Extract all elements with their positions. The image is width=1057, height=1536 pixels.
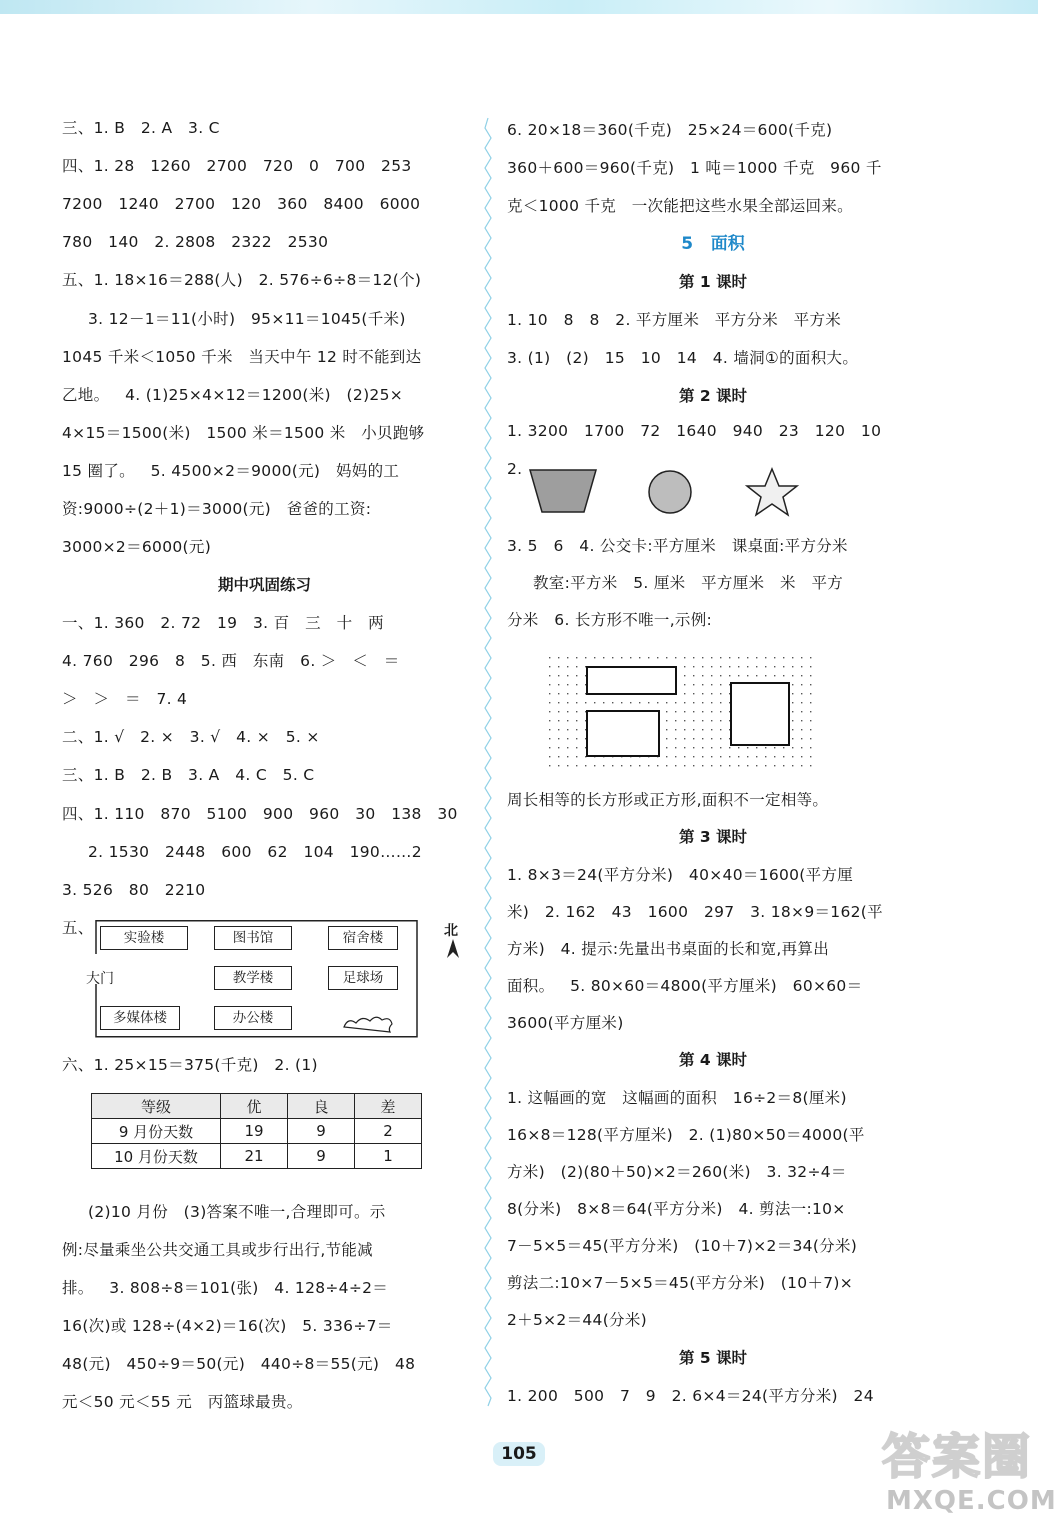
answer-line: 周长相等的长方形或正方形,面积不一定相等。 bbox=[507, 791, 829, 809]
lesson-heading: 第 2 课时 bbox=[678, 387, 748, 405]
watermark-text: MXQE.COM bbox=[886, 1486, 1057, 1516]
table-cell: 9 bbox=[288, 1119, 355, 1144]
answer-line: 2＋5×2＝44(分米) bbox=[507, 1311, 647, 1329]
answer-line: 8(分米) 8×8＝64(平方分米) 4. 剪法一:10× bbox=[507, 1200, 846, 1218]
building-library: 图书馆 bbox=[214, 926, 292, 950]
building-multimedia: 多媒体楼 bbox=[100, 1006, 180, 1030]
answer-line: 2. bbox=[507, 460, 523, 478]
answer-line: 五、 bbox=[62, 919, 94, 937]
answer-line: 3. 12－1＝11(小时) 95×11＝1045(千米) bbox=[88, 310, 406, 328]
table-header-cell: 良 bbox=[288, 1094, 355, 1119]
circle-shape bbox=[649, 471, 691, 513]
north-arrow-icon bbox=[445, 938, 461, 960]
answer-line: 3. (1) (2) 15 10 14 4. 墙洞①的面积大。 bbox=[507, 349, 859, 367]
answer-line: 三、1. B 2. B 3. A 4. C 5. C bbox=[62, 766, 315, 784]
answer-line: 1. 200 500 7 9 2. 6×4＝24(平方分米) 24 bbox=[507, 1387, 874, 1405]
table-header-cell: 优 bbox=[221, 1094, 288, 1119]
answer-line: 7200 1240 2700 120 360 8400 6000 bbox=[62, 195, 421, 213]
answer-line: 780 140 2. 2808 2322 2530 bbox=[62, 233, 329, 251]
answer-line: 方米) 4. 提示:先量出书桌面的长和宽,再算出 bbox=[507, 940, 829, 958]
answer-line: 1045 千米＜1050 千米 当天中午 12 时不能到达 bbox=[62, 348, 422, 366]
trapezoid-shape bbox=[530, 470, 596, 512]
shapes-figure bbox=[528, 466, 808, 522]
table-row bbox=[92, 1119, 422, 1144]
building-lab: 实验楼 bbox=[100, 926, 188, 950]
answer-line: 1. 8×3＝24(平方分米) 40×40＝1600(平方厘 bbox=[507, 866, 854, 884]
table-row bbox=[92, 1094, 422, 1119]
answer-line: 四、1. 28 1260 2700 720 0 700 253 bbox=[62, 157, 412, 175]
cloud-icon bbox=[344, 1017, 392, 1032]
answer-line: 3600(平方厘米) bbox=[507, 1014, 624, 1032]
building-teaching: 教学楼 bbox=[214, 966, 292, 990]
table-header-cell: 等级 bbox=[92, 1094, 221, 1119]
lesson-heading: 第 3 课时 bbox=[678, 828, 748, 846]
section-heading-midterm: 期中巩固练习 bbox=[217, 576, 311, 594]
answer-line: 3. 5 6 4. 公交卡:平方厘米 课桌面:平方分米 bbox=[507, 537, 848, 555]
building-office: 办公楼 bbox=[214, 1006, 292, 1030]
answer-line: 分米 6. 长方形不唯一,示例: bbox=[507, 611, 713, 629]
campus-map-diagram bbox=[62, 920, 472, 1040]
column-divider bbox=[484, 118, 492, 1406]
answer-line: 米) 2. 162 43 1600 297 3. 18×9＝162(平 bbox=[507, 903, 883, 921]
answer-line: 6. 20×18＝360(千克) 25×24＝600(千克) bbox=[507, 121, 833, 139]
star-shape bbox=[747, 469, 797, 515]
answer-line: 4×15＝1500(米) 1500 米＝1500 米 小贝跑够 bbox=[62, 424, 425, 442]
page-number-label: 105 bbox=[493, 1442, 545, 1466]
answer-line: (2)10 月份 (3)答案不唯一,合理即可。示 bbox=[88, 1203, 386, 1221]
table-cell: 1 bbox=[355, 1144, 422, 1169]
answer-line: 16×8＝128(平方厘米) 2. (1)80×50＝4000(平 bbox=[507, 1126, 865, 1144]
answer-line: 二、1. √ 2. × 3. √ 4. × 5. × bbox=[62, 728, 320, 746]
answer-line: 3000×2＝6000(元) bbox=[62, 538, 212, 556]
table-row bbox=[92, 1144, 422, 1169]
table-cell: 10 月份天数 bbox=[92, 1144, 221, 1169]
rectangle-2 bbox=[587, 711, 659, 756]
lesson-heading: 第 1 课时 bbox=[678, 273, 748, 291]
answer-line: 3. 526 80 2210 bbox=[62, 881, 206, 899]
building-dormitory: 宿舍楼 bbox=[328, 926, 398, 950]
answer-line: 48(元) 450÷9＝50(元) 440÷8＝55(元) 48 bbox=[62, 1355, 416, 1373]
top-decor-band bbox=[0, 0, 1038, 14]
square-shape bbox=[731, 683, 789, 745]
weather-grade-table bbox=[91, 1093, 422, 1169]
grid-rectangles-figure bbox=[540, 648, 820, 770]
answer-line: 1. 这幅画的宽 这幅画的面积 16÷2＝8(厘米) bbox=[507, 1089, 847, 1107]
gate-label: 大门 bbox=[86, 971, 114, 987]
answer-line: 15 圈了。 5. 4500×2＝9000(元) 妈妈的工 bbox=[62, 462, 400, 480]
rectangle-1 bbox=[587, 667, 676, 694]
building-football-field: 足球场 bbox=[328, 966, 398, 990]
table-cell: 2 bbox=[355, 1119, 422, 1144]
answer-line: 方米) (2)(80＋50)×2＝260(米) 3. 32÷4＝ bbox=[507, 1163, 847, 1181]
answer-line: 1. 10 8 8 2. 平方厘米 平方分米 平方米 bbox=[507, 311, 842, 329]
answer-line: 五、1. 18×16＝288(人) 2. 576÷6÷8＝12(个) bbox=[62, 271, 422, 289]
table-header-cell: 差 bbox=[355, 1094, 422, 1119]
north-label: 北 bbox=[444, 923, 458, 939]
table-cell: 19 bbox=[221, 1119, 288, 1144]
answer-line: 克＜1000 千克 一次能把这些水果全部运回来。 bbox=[507, 197, 853, 215]
table-cell: 9 月份天数 bbox=[92, 1119, 221, 1144]
answer-line: 面积。 5. 80×60＝4800(平方厘米) 60×60＝ bbox=[507, 977, 863, 995]
answer-line: ＞ ＞ ＝ 7. 4 bbox=[62, 690, 188, 708]
answer-line: 1. 3200 1700 72 1640 940 23 120 10 bbox=[507, 422, 882, 440]
table-cell: 21 bbox=[221, 1144, 288, 1169]
answer-line: 乙地。 4. (1)25×4×12＝1200(米) (2)25× bbox=[62, 386, 404, 404]
answer-line: 剪法二:10×7－5×5＝45(平方分米) (10＋7)× bbox=[507, 1274, 854, 1292]
answer-line: 四、1. 110 870 5100 900 960 30 138 30 bbox=[62, 805, 458, 823]
answer-line: 2. 1530 2448 600 62 104 190……2 bbox=[88, 843, 422, 861]
answer-line: 元＜50 元＜55 元 丙篮球最贵。 bbox=[62, 1393, 303, 1411]
lesson-heading: 第 4 课时 bbox=[678, 1051, 748, 1069]
table-cell: 9 bbox=[288, 1144, 355, 1169]
answer-line: 六、1. 25×15＝375(千克) 2. (1) bbox=[62, 1056, 318, 1074]
answer-line: 教室:平方米 5. 厘米 平方厘米 米 平方 bbox=[533, 574, 844, 592]
answer-line: 例:尽量乘坐公共交通工具或步行出行,节能减 bbox=[62, 1241, 373, 1259]
watermark-logo: 答案圈 bbox=[882, 1429, 1033, 1485]
answer-line: 4. 760 296 8 5. 西 东南 6. ＞ ＜ ＝ bbox=[62, 652, 400, 670]
answer-line: 一、1. 360 2. 72 19 3. 百 三 十 两 bbox=[62, 614, 384, 632]
answer-line: 7－5×5＝45(平方分米) (10＋7)×2＝34(分米) bbox=[507, 1237, 858, 1255]
answer-line: 16(次)或 128÷(4×2)＝16(次) 5. 336÷7＝ bbox=[62, 1317, 393, 1335]
answer-line: 三、1. B 2. A 3. C bbox=[62, 119, 220, 137]
chapter-title: 5 面积 bbox=[681, 234, 745, 254]
lesson-heading: 第 5 课时 bbox=[678, 1349, 748, 1367]
answer-line: 360＋600＝960(千克) 1 吨＝1000 千克 960 千 bbox=[507, 159, 882, 177]
answer-line: 资:9000÷(2＋1)＝3000(元) 爸爸的工资: bbox=[62, 500, 372, 518]
answer-line: 排。 3. 808÷8＝101(张) 4. 128÷4÷2＝ bbox=[62, 1279, 389, 1297]
